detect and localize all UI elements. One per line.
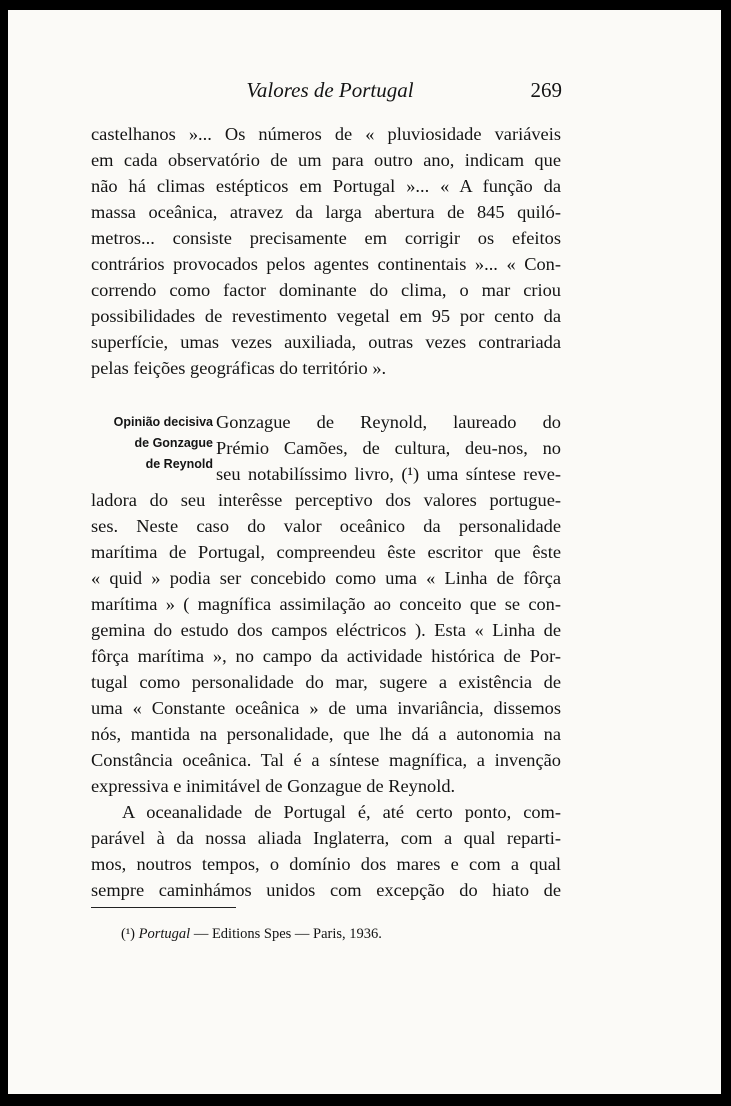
footnote-marker: (¹) — [121, 926, 136, 942]
text-line: ladora do seu interêsse perceptivo dos valores portugue- — [91, 490, 561, 510]
side-note-line: Opinião decisiva — [113, 415, 213, 429]
side-note — [91, 412, 213, 475]
footnote-title: Portugal — [138, 926, 191, 942]
text-line: não há climas estépticos em Portugal »... « A função da — [91, 176, 561, 196]
text-line: A oceanalidade de Portugal é, até certo ponto, com- — [122, 802, 561, 822]
text-line: nós, mantida na personalidade, que lhe dá a autonomia na — [91, 724, 561, 744]
running-head: Valores de Portugal — [246, 78, 414, 102]
text-line: Gonzague de Reynold, laureado do — [216, 412, 561, 432]
text-line: sempre caminhámos unidos com excepção do hiato de — [91, 880, 561, 900]
text-line: possibilidades de revestimento vegetal em 95 por cento da — [91, 306, 561, 326]
text-line: Prémio Camões, de cultura, deu-nos, no — [216, 438, 561, 458]
text-line: Constância oceânica. Tal é a síntese magnífica, a invenção — [91, 750, 561, 770]
text-line: castelhanos »... Os números de « pluviosidade variáveis — [91, 124, 561, 144]
footnote-rule — [91, 907, 236, 908]
text-line: fôrça marítima », no campo da actividade histórica de Por- — [91, 646, 561, 666]
side-note-line: de Reynold — [145, 457, 213, 471]
footnote-rest: — Editions Spes — Paris, 1936. — [190, 926, 382, 942]
text-line: ses. Neste caso do valor oceânico da personalidade — [91, 516, 561, 536]
page-header — [90, 78, 570, 106]
text-line: massa oceânica, atravez da larga abertura de 845 quiló- — [91, 202, 561, 222]
text-line: seu notabilíssimo livro, (¹) uma síntese reve- — [216, 464, 561, 484]
text-line: contrários provocados pelos agentes continentais »... « Con- — [91, 254, 561, 274]
text-line: marítima » ( magnífica assimilação ao conceito que se con- — [91, 594, 561, 614]
text-line: pelas feições geográficas do território ». — [91, 358, 387, 378]
text-line: correndo como factor dominante do clima, o mar criou — [91, 280, 561, 300]
text-line: gemina do estudo dos campos eléctricos ). Esta « Linha de — [91, 620, 561, 640]
text-line: expressiva e inimitável de Gonzague de Reynold. — [91, 776, 456, 796]
text-line: parável à da nossa aliada Inglaterra, com a qual reparti- — [91, 828, 561, 848]
page-number: 269 — [530, 78, 562, 102]
side-note-line: de Gonzague — [134, 436, 213, 450]
text-line: uma « Constante oceânica » de uma invariância, dissemos — [91, 698, 561, 718]
text-line: « quid » podia ser concebido como uma « Linha de fôrça — [91, 568, 561, 588]
text-line: superfície, umas vezes auxiliada, outras vezes contrariada — [91, 332, 561, 352]
text-line: metros... consiste precisamente em corrigir os efeitos — [91, 228, 561, 248]
text-line: mos, noutros tempos, o domínio dos mares e com a qual — [91, 854, 561, 874]
text-line: marítima de Portugal, compreendeu êste escritor que êste — [91, 542, 561, 562]
text-line: em cada observatório de um para outro ano, indicam que — [91, 150, 561, 170]
text-line: tugal como personalidade do mar, sugere a existência de — [91, 672, 561, 692]
footnote — [121, 926, 382, 943]
